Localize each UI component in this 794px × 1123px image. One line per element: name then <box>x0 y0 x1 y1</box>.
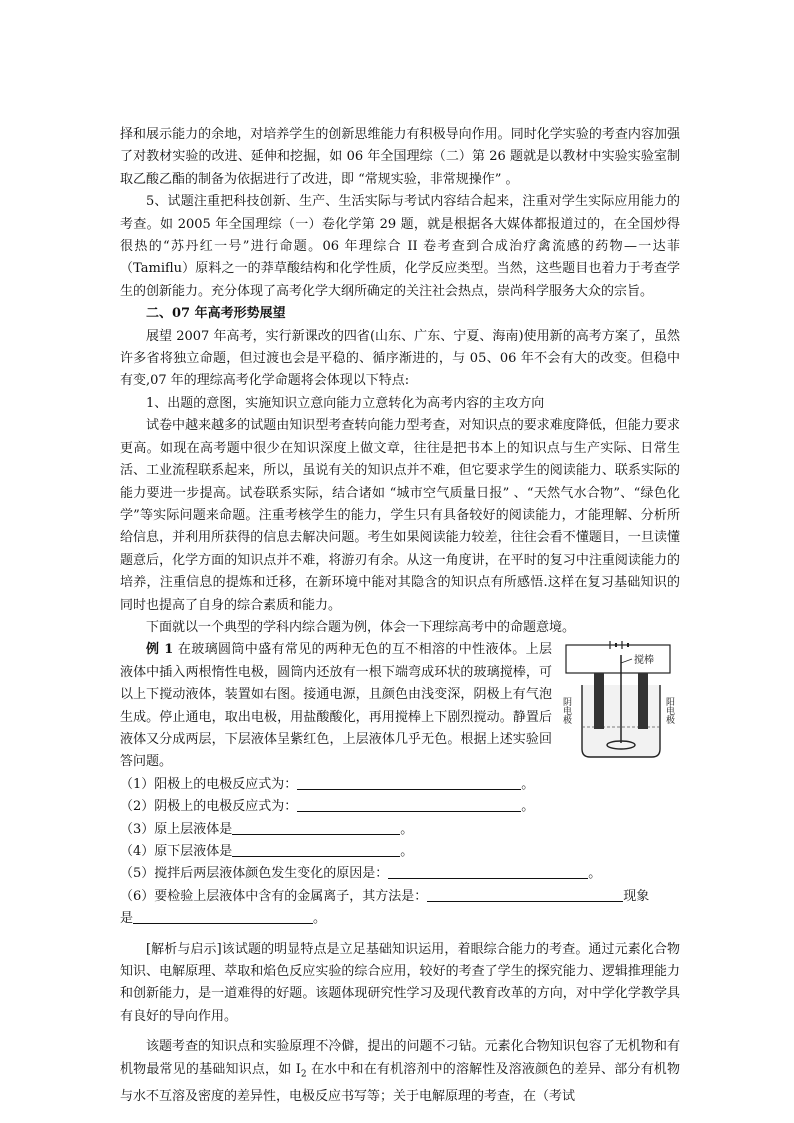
answer-blank[interactable] <box>427 887 623 902</box>
left-electrode <box>594 673 604 729</box>
paragraph-3: 展望 2007 年高考，实行新课改的四省(山东、广东、宁夏、海南)使用新的高考方案了，虽然许多省将独立命题，但过渡也会是平稳的、循序渐进的，与 05、06 年不会有大的改变。但稳中有变,07 年的理综高考化学命题将会体现以下特点: <box>120 328 680 389</box>
example-block <box>120 639 680 930</box>
paragraph-4: 1、出题的意图，实施知识立意向能力立意转化为高考内容的主攻方向 <box>146 395 545 411</box>
question-6: （6）要检验上层液体中含有的金属离子，其方法是： 现象 <box>120 888 650 904</box>
left-electrode-label: 阴电极 <box>561 697 571 725</box>
paragraph-5: 试卷中越来越多的试题由知识型考查转向能力型考查，对知识点的要求难度降低，但能力要求更高。如现在高考题中很少在知识深度上做文章，往往是把书本上的知识点与生产实际、日常生活、工业流程联系起来，所以，虽说有关的知识点并不难，但它要求学生的阅读能力、联系实际的能力要进一步提高。试卷联系实际，结合诸如 “城市空气质量日报” 、“天然气水合物”、“绿色化学”等实际问题来命题。注重考核学生的能力，学生只有具备较好的阅读能力，才能理解、分析所给信息，并利用所获得的信息去解决问题。考生如果阅读能力较差，往往会看不懂题目，一旦读懂题意后，化学方面的知识点并不难，将游刃有余。从这一角度讲，在平时的复习中注重阅读能力的培养，注重信息的提炼和迁移，在新环境中能对其隐含的知识点有所感悟.这样在复习基础知识的同时也提高了自身的综合素质和能力。 <box>120 418 680 613</box>
answer-blank[interactable] <box>232 820 400 835</box>
question-4: （4）原下层液体是 。 <box>120 844 414 859</box>
answer-blank[interactable] <box>133 909 313 924</box>
question-3: （3）原上层液体是 。 <box>120 821 414 837</box>
answer-blank[interactable] <box>388 864 588 879</box>
example-body: 在玻璃圆筒中盛有常见的两种无色的互不相溶的中性液体。上层液体中插入两根惰性电极，圆筒内还放有一根下端弯成环状的玻璃搅棒，可以上下搅动液体，装置如右图。接通电源，且颜色由浅变深，阴极上有气泡生成。停止通电，取出电极，用盐酸酸化，再用搅棒上下剧烈搅动。静置后液体又分成两层，下层液体呈紫红色，上层液体几乎无色。根据上述实验回答问题。 <box>120 642 552 770</box>
right-electrode-label: 阳电极 <box>664 697 674 725</box>
paragraph-2: 5、试题注重把科技创新、生产、生活实际与考试内容结合起来，注重对学生实际应用能力的考查。如 2005 年全国理综（一）卷化学第 29 题，就是根据各大媒体都报道过的，在全国炒得很热的“苏丹红一号”进行命题。06 年理综合 II 卷考查到合成治疗禽流感的药物—一达菲（Tamiflu）原料之一的莽草酸结构和化学性质，化学反应类型。当然，这些题目也着力于考查学生的创新能力。充分体现了高考化学大纲所确定的关注社会热点，崇尚科学服务大众的宗旨。 <box>120 194 680 299</box>
right-electrode <box>638 673 648 729</box>
answer-blank[interactable] <box>297 775 521 790</box>
electrolysis-apparatus-figure <box>560 639 680 761</box>
document-body <box>120 124 680 1108</box>
answer-blank[interactable] <box>297 797 521 812</box>
stirrer-pointer <box>621 659 632 663</box>
question-5: （5）搅拌后两层液体颜色发生变化的原因是： 。 <box>120 866 602 882</box>
paragraph-1: 择和展示能力的余地，对培养学生的创新思维能力有积极导向作用。同时化学实验的考查内容加强了对教材实验的改进、延伸和挖掘，如 06 年全国理综（二）第 26 题就是以教材中实验实验室制取乙酸乙酯的制备为依据进行了改进，即 “常规实验，非常规操作” 。 <box>120 127 680 187</box>
section-heading: 二、07 年高考形势展望 <box>146 306 286 322</box>
example-text <box>120 639 552 773</box>
paragraph-6: 下面就以一个典型的学科内综合题为例，体会一下理综高考中的命题意境。 <box>146 619 576 635</box>
stirrer-label: 搅棒 <box>634 655 654 667</box>
question-1: （1）阳极上的电极反应式为： 。 <box>120 776 535 792</box>
example-label: 例 1 <box>146 642 174 658</box>
question-6-continued: 是 。 <box>120 911 327 927</box>
analysis-paragraph-2: 该题考查的知识点和实验原理不冷僻，提出的问题不刁钻。元素化合物知识包容了无机物和有机物最常见的基础知识点，如 $I_2$ 在水中和在有机溶剂中的溶解性及溶液颜色的差异、部分有机物与水不互溶及密度的差异性，电极反应书写等；关于电解原理的考查，在（考试 <box>120 1039 680 1104</box>
analysis-paragraph-1: [解析与启示]该试题的明显特点是立足基础知识运用，着眼综合能力的考查。通过元素化合物知识、电解原理、萃取和焰色反应实验的综合应用，较好的考查了学生的探究能力、逻辑推理能力和创新能力，是一道难得的好题。该题体现研究性学习及现代教育改革的方向，对中学化学教学具有良好的导向作用。 <box>120 941 680 1024</box>
question-2: （2）阴极上的电极反应式为： 。 <box>120 799 535 815</box>
answer-blank[interactable] <box>232 842 400 857</box>
circuit-wire <box>566 645 670 673</box>
